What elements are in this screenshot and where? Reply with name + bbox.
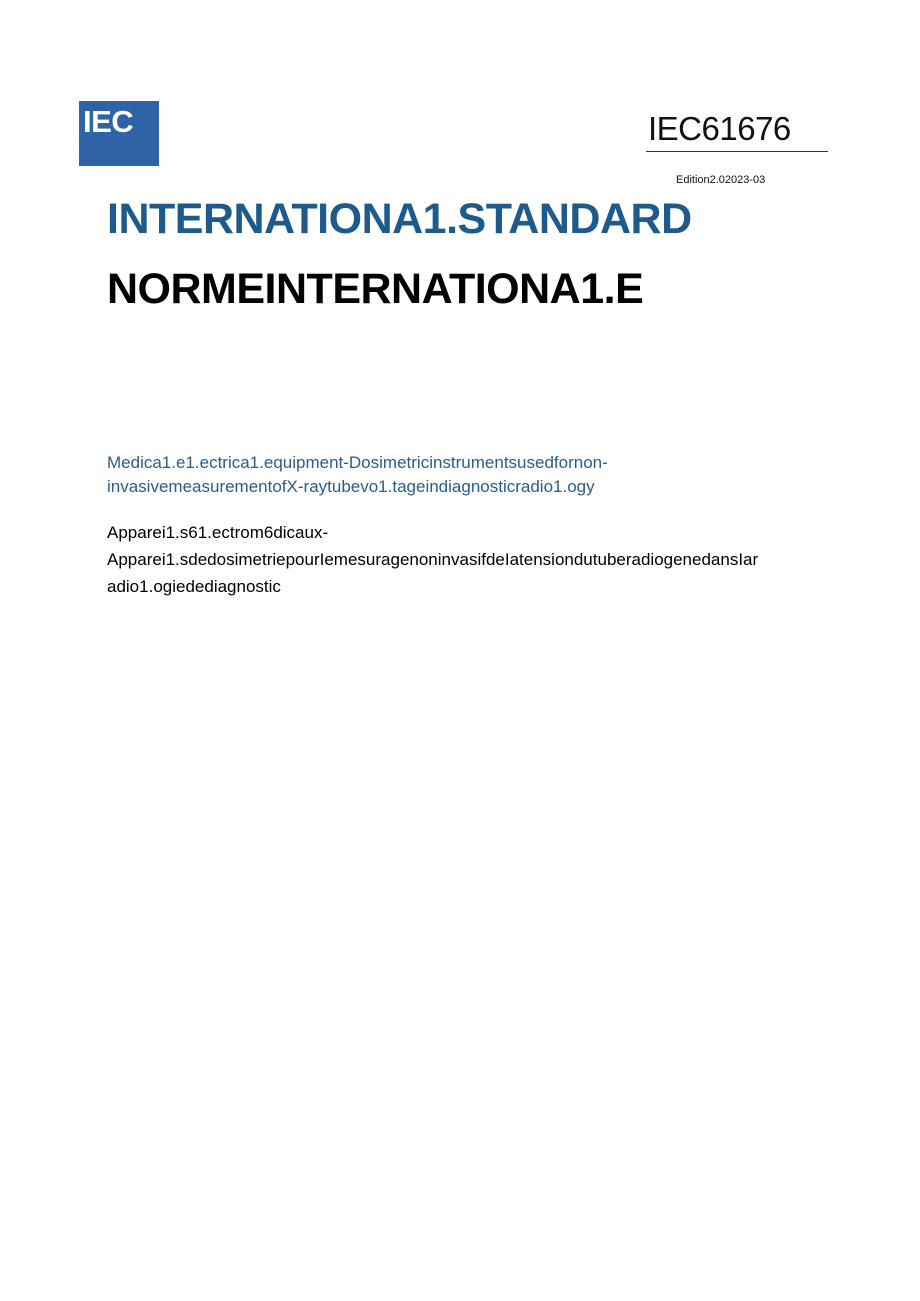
subtitle-english-line: Medica1.e1.ectrica1.equipment-Dosimetricinstrumentsusedfornon- <box>107 453 608 472</box>
subtitle-english-line: invasivemeasurementofX-raytubevo1.tageindiagnosticradio1.ogy <box>107 477 595 496</box>
edition-label: Edition2.02023-03 <box>676 174 766 186</box>
title-english: INTERNATIONA1.STANDARD <box>107 195 692 243</box>
document-number: IEC61676 <box>648 110 791 147</box>
document-number-underline <box>646 151 828 152</box>
iec-logo <box>79 101 159 166</box>
subtitle-french-line: adio1.ogiedediagnostic <box>107 577 281 596</box>
iec-logo-text: IEC <box>83 104 134 139</box>
subtitle-french <box>107 519 827 600</box>
subtitle-french-line: Apparei1.sdedosimetriepourIemesuragenoninvasifdeIatensiondutuberadiogenedansIar <box>107 550 759 569</box>
subtitle-english <box>107 451 827 499</box>
subtitle-french-line: Apparei1.s61.ectrom6dicaux- <box>107 523 329 542</box>
title-french: NORMEINTERNATIONA1.E <box>107 265 644 313</box>
